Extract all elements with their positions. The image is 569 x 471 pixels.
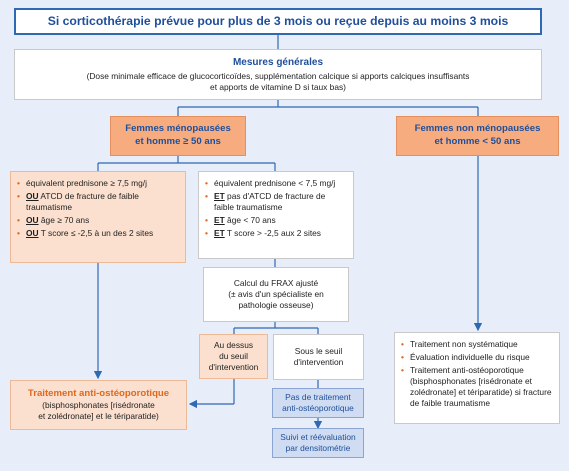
no-treatment-line2: anti-ostéoporotique — [282, 403, 354, 413]
list-item: • Évaluation individuelle du risque — [401, 352, 554, 363]
list-item: • OU âge ≥ 70 ans — [17, 215, 177, 226]
non-menopausal-line2: et homme < 50 ans — [434, 136, 521, 147]
list-item: • OU ATCD de fracture de faible traumatisme — [17, 191, 177, 213]
menopausal-line2: et homme ≥ 50 ans — [135, 136, 221, 147]
list-item: • OU T score ≤ -2,5 à un des 2 sites — [17, 228, 177, 239]
list-item: • ET âge < 70 ans — [205, 215, 347, 226]
no-treatment-line1: Pas de traitement — [285, 391, 351, 402]
list-item: • ET T score > -2,5 aux 2 sites — [205, 228, 347, 239]
below-threshold-box — [273, 334, 364, 380]
below-threshold-line2: d'intervention — [293, 357, 344, 367]
low-risk-criteria-box — [198, 171, 354, 259]
above-threshold-line3: d'intervention — [208, 362, 259, 373]
list-item: • équivalent prednisone ≥ 7,5 mg/j — [17, 178, 177, 189]
title-box — [14, 8, 542, 35]
frax-line3: pathologie osseuse) — [238, 300, 314, 311]
title-text: Si corticothérapie prévue pour plus de 3 mois ou reçue depuis au moins 3 mois — [47, 14, 509, 29]
non-menopausal-options-list — [401, 339, 554, 410]
above-threshold-box — [199, 334, 268, 379]
treatment-line1: (bisphosphonates [risédronate — [42, 400, 155, 411]
frax-box — [203, 267, 349, 322]
follow-up-line2: par densitométrie — [285, 443, 351, 453]
below-threshold-line1: Sous le seuil — [294, 345, 343, 356]
treatment-heading: Traitement anti-ostéoporotique — [27, 387, 170, 399]
treatment-box — [10, 380, 187, 430]
above-threshold-line1: Au dessus — [213, 339, 254, 350]
general-measures-heading: Mesures générales — [232, 56, 324, 68]
non-menopausal-header — [396, 116, 559, 156]
above-threshold-line2: du seuil — [219, 350, 248, 361]
list-item: • équivalent prednisone < 7,5 mg/j — [205, 178, 347, 189]
general-measures-line2: et apports de vitamine D si taux bas) — [210, 82, 346, 93]
no-treatment-box — [272, 388, 364, 418]
list-item: • ET pas d'ATCD de fracture de faible traumatisme — [205, 191, 347, 213]
follow-up-line1: Suivi et réévaluation — [280, 431, 356, 442]
general-measures-box — [14, 49, 542, 100]
high-risk-criteria-list — [17, 178, 177, 239]
list-item: • Traitement non systématique — [401, 339, 554, 350]
list-item: • Traitement anti-ostéoporotique (bisphosphonates [risédronate et zolédronate] et tériparatide) si fracture de faible traumatisme — [401, 365, 554, 409]
frax-line1: Calcul du FRAX ajusté — [233, 277, 319, 288]
low-risk-criteria-list — [205, 178, 347, 239]
menopausal-header — [110, 116, 246, 156]
treatment-line2: et zolédronate] et le tériparatide) — [38, 411, 159, 422]
non-menopausal-options-box — [394, 332, 560, 424]
follow-up-box — [272, 428, 364, 458]
general-measures-line1: (Dose minimale efficace de glucocorticoïdes, supplémentation calcique si apports calciques insuffisants — [86, 71, 470, 81]
frax-line2: (± avis d'un spécialiste en — [228, 288, 324, 299]
menopausal-line1: Femmes ménopausées — [125, 123, 231, 135]
high-risk-criteria-box — [10, 171, 186, 263]
non-menopausal-line1: Femmes non ménopausées — [414, 123, 541, 135]
